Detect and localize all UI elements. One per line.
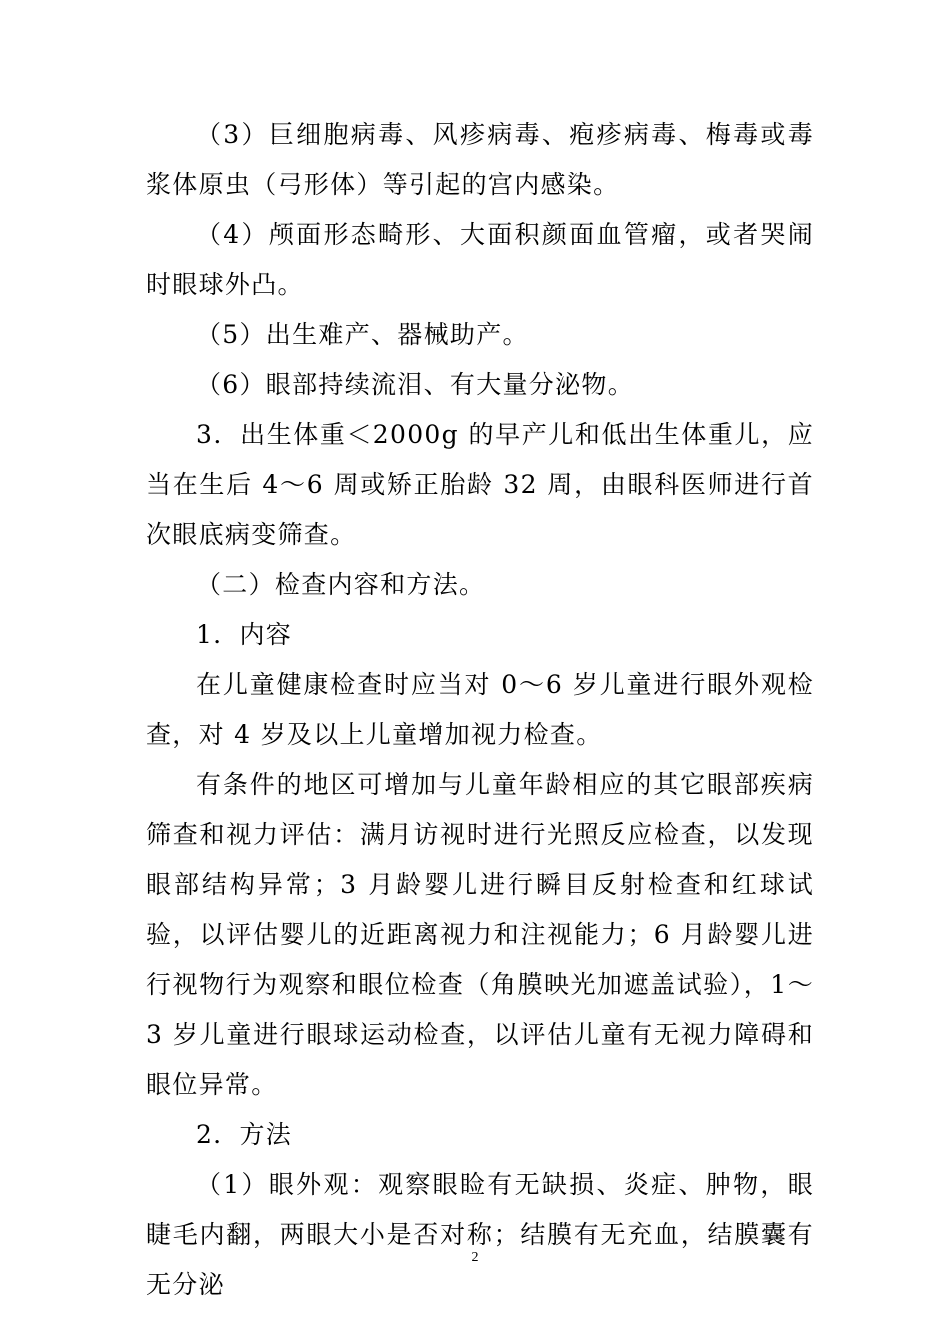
paragraph-tearing-discharge: （6）眼部持续流泪、有大量分泌物。: [196, 370, 635, 399]
section-heading-content-methods: （二）检查内容和方法。: [196, 570, 486, 599]
paragraph-intrauterine-infection: （3）巨细胞病毒、风疹病毒、疱疹病毒、梅毒或毒浆体原虫（弓形体）等引起的宫内感染。: [146, 120, 814, 199]
subheading-content: 1．内容: [196, 620, 293, 649]
paragraph-craniofacial-anomaly: （4）颅面形态畸形、大面积颜面血管瘤，或者哭闹时眼球外凸。: [146, 220, 814, 299]
paragraph-premature-screening: 3．出生体重＜2000g 的早产儿和低出生体重儿，应当在生后 4～6 周或矫正胎龄 32 周，由眼科医师进行首次眼底病变筛查。: [146, 420, 814, 549]
subheading-methods: 2．方法: [196, 1120, 293, 1149]
paragraph-eye-appearance: （1）眼外观：观察眼睑有无缺损、炎症、肿物，眼睫毛内翻，两眼大小是否对称；结膜有无充血，结膜囊有无分泌: [146, 1170, 814, 1299]
page-number: 2: [471, 1250, 479, 1265]
paragraph-health-check: 在儿童健康检查时应当对 0～6 岁儿童进行眼外观检查，对 4 岁及以上儿童增加视力检查。: [146, 670, 814, 749]
paragraph-vision-assessment: 有条件的地区可增加与儿童年龄相应的其它眼部疾病筛查和视力评估：满月访视时进行光照反应检查，以发现眼部结构异常；3 月龄婴儿进行瞬目反射检查和红球试验，以评估婴儿的近距离视力和注视能力；6 月龄婴儿进行视物行为观察和眼位检查（角膜映光加遮盖试验），1～3 岁儿童进行眼球运动检查，以评估儿童有无视力障碍和眼位异常。: [146, 770, 814, 1099]
paragraph-difficult-birth: （5）出生难产、器械助产。: [196, 320, 529, 349]
document-body: [146, 110, 814, 1310]
